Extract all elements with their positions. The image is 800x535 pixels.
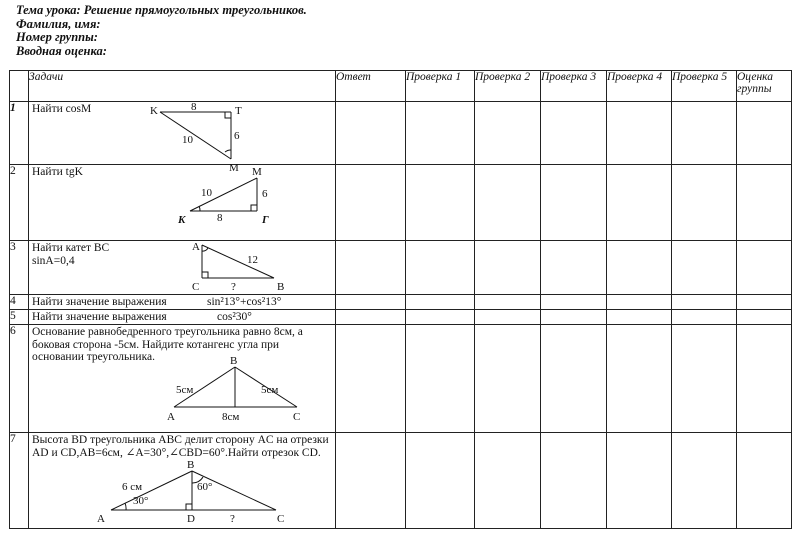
task-text: Найти tgK [32,166,83,178]
grade-cell[interactable] [737,295,792,310]
check1-cell[interactable] [406,102,475,165]
check2-cell[interactable] [475,310,541,325]
vertex-m-label: M [229,162,239,174]
check3-cell[interactable] [541,241,607,295]
check5-cell[interactable] [672,310,737,325]
side-ab-label: 5см [176,384,194,396]
check5-cell[interactable] [672,325,737,433]
task-text: Найти cosM [32,103,92,115]
check2-cell[interactable] [475,295,541,310]
tasks-header: Задачи [29,71,336,102]
answer-cell[interactable] [336,165,406,241]
task-condition: sinA=0,4 [32,255,75,267]
check2-cell[interactable] [475,102,541,165]
header-row [10,71,792,102]
num-header [10,71,29,102]
angle-a-label: 30° [133,495,149,507]
side-tm-label: 6 [234,130,240,142]
table-row [10,165,792,241]
task-cell [29,325,336,433]
check5-cell[interactable] [672,165,737,241]
lesson-header [16,4,307,58]
task-expression: sin²13°+cos²13° [207,296,282,308]
grade-cell[interactable] [737,165,792,241]
check5-cell[interactable] [672,433,737,529]
grade-header: Оценка группы [737,71,792,102]
vertex-c-label: C [192,281,200,293]
check1-cell[interactable] [406,295,475,310]
table-row [10,241,792,295]
check1-cell[interactable] [406,325,475,433]
check5-cell[interactable] [672,241,737,295]
grade-cell[interactable] [737,241,792,295]
vertex-c-label: C [277,513,285,525]
vertex-d-label: D [187,513,195,525]
check4-cell[interactable] [607,102,672,165]
check1-header: Проверка 1 [406,71,475,102]
vertex-b-label: B [230,355,238,367]
table-row [10,310,792,325]
angle-cbd-label: 60° [197,481,213,493]
vertex-t-label: T [235,105,242,117]
side-cb-label: ? [231,281,236,293]
isosceles-triangle-diagram [29,325,336,433]
task-number: 6 [10,325,29,433]
check3-cell[interactable] [541,165,607,241]
check4-cell[interactable] [607,165,672,241]
table-row [10,295,792,310]
check2-cell[interactable] [475,165,541,241]
vertex-a-label: A [192,241,200,253]
task-text: Основание равнобедренного треугольника равно 8см, а боковая сторона -5см. Найдите котангенс угла при основании треугольника. [32,326,303,363]
vertex-b-label: B [187,459,195,471]
task-number: 5 [10,310,29,325]
check2-cell[interactable] [475,325,541,433]
check2-cell[interactable] [475,241,541,295]
task-cell [29,165,336,241]
task-cell [29,241,336,295]
vertex-a-label: A [167,411,175,423]
task-number: 2 [10,165,29,241]
side-km-label: 10 [201,187,212,199]
task-number: 7 [10,433,29,529]
task-text: Высота BD треугольника ABC делит сторону AC на отрезки AD и CD,AB=6см, ∠A=30°,∠CBD=60°.Найти отрезок CD. [32,434,329,459]
answer-cell[interactable] [336,241,406,295]
check3-cell[interactable] [541,433,607,529]
vertex-b-label: B [277,281,285,293]
check3-header: Проверка 3 [541,71,607,102]
side-ac-label: 8см [222,411,240,423]
answer-cell[interactable] [336,325,406,433]
check1-cell[interactable] [406,310,475,325]
check1-cell[interactable] [406,433,475,529]
table-row [10,102,792,165]
task-cell [29,295,336,310]
grade-cell[interactable] [737,102,792,165]
task-number: 4 [10,295,29,310]
task-cell [29,433,336,529]
triangle-abc-height-diagram [29,433,336,529]
vertex-g-label: Г [262,214,269,226]
side-km-label: 10 [182,134,193,146]
check2-cell[interactable] [475,433,541,529]
side-gm-label: 6 [262,188,268,200]
answer-cell[interactable] [336,310,406,325]
student-name-label: Фамилия, имя: [16,16,101,31]
check3-cell[interactable] [541,310,607,325]
check4-cell[interactable] [607,325,672,433]
side-bc-label: 5см [261,384,279,396]
vertex-k-label: K [150,105,158,117]
answer-cell[interactable] [336,433,406,529]
group-number-label: Номер группы: [16,30,98,44]
check3-cell[interactable] [541,102,607,165]
side-ab-label: 12 [247,254,258,266]
task-text: Найти катет ВС [32,242,110,254]
answer-cell[interactable] [336,102,406,165]
side-dc-label: ? [230,513,235,525]
vertex-a-label: A [97,513,105,525]
side-kg-label: 8 [217,212,223,224]
task-table [9,70,792,529]
check1-cell[interactable] [406,241,475,295]
task-expression: cos²30° [217,311,252,323]
lesson-topic: Тема урока: Решение прямоугольных треугольников. [16,3,307,17]
check5-header: Проверка 5 [672,71,737,102]
check5-cell[interactable] [672,295,737,310]
answer-cell[interactable] [336,295,406,310]
check4-cell[interactable] [607,433,672,529]
check3-cell[interactable] [541,295,607,310]
table-row [10,433,792,529]
side-ab-label: 6 см [122,481,143,493]
check4-cell[interactable] [607,241,672,295]
grade-cell[interactable] [737,433,792,529]
task-text: Найти значение выражения [32,296,167,308]
task-text: Найти значение выражения [32,311,167,323]
task-cell [29,310,336,325]
vertex-m-label: M [252,166,262,178]
check5-cell[interactable] [672,102,737,165]
vertex-k-label: K [178,214,186,226]
vertex-c-label: C [293,411,301,423]
check4-cell[interactable] [607,295,672,310]
check4-cell[interactable] [607,310,672,325]
table-row [10,325,792,433]
intro-grade-label: Вводная оценка: [16,43,107,58]
check1-cell[interactable] [406,165,475,241]
check3-cell[interactable] [541,325,607,433]
check4-header: Проверка 4 [607,71,672,102]
answer-header: Ответ [336,71,406,102]
grade-cell[interactable] [737,325,792,433]
task-number: 1 [10,102,29,165]
side-kt-label: 8 [191,101,197,113]
grade-cell[interactable] [737,310,792,325]
triangle-acb-diagram [29,241,336,295]
task-number: 3 [10,241,29,295]
check2-header: Проверка 2 [475,71,541,102]
triangle-kgm-diagram [29,165,336,241]
